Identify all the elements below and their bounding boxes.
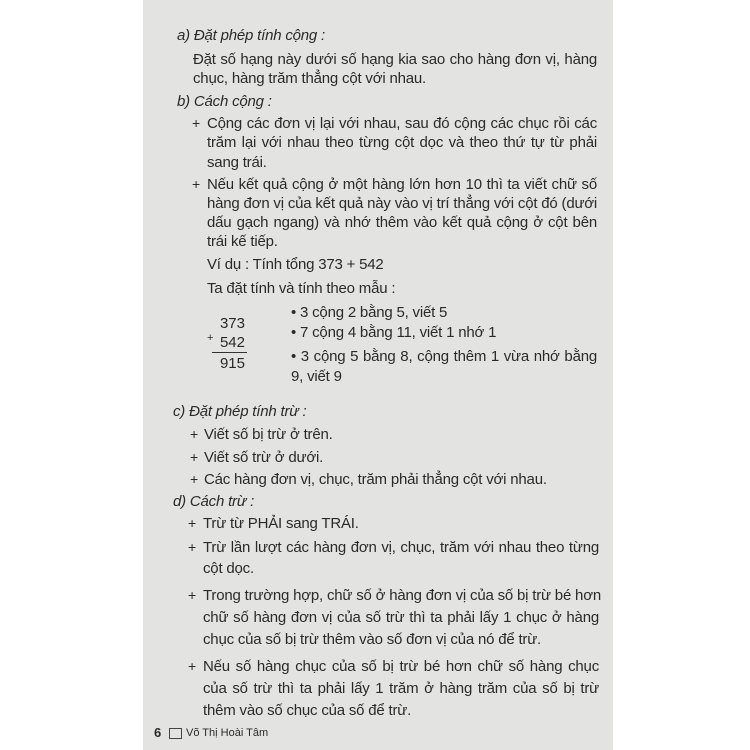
example-text: Ví dụ : Tính tổng 373 + 542 bbox=[207, 256, 384, 273]
text-line: trăm lại với nhau theo từng cột dọc và theo thứ tự từ phải bbox=[207, 134, 597, 151]
text-line: chục, hàng trăm thẳng cột với nhau. bbox=[193, 70, 426, 87]
plus-bullet: + bbox=[190, 449, 199, 465]
plus-sign: + bbox=[207, 332, 214, 344]
plus-bullet: + bbox=[190, 471, 199, 487]
text-line: chữ số hàng đơn vị của số trừ thì ta phải lấy 1 chục ở hàng bbox=[203, 609, 599, 626]
heading-c: c) Đặt phép tính trừ : bbox=[173, 403, 307, 420]
heading-a: a) Đặt phép tính cộng : bbox=[177, 27, 326, 44]
plus-bullet: + bbox=[188, 658, 197, 674]
text-line: Trừ lần lượt các hàng đơn vị, chục, trăm với nhau theo từng bbox=[203, 539, 599, 556]
plus-bullet: + bbox=[188, 587, 197, 603]
text-line: của số trừ thì ta phải lấy 1 trăm ở hàng trăm của số bị trừ bbox=[203, 680, 599, 697]
text-line: chục của số bị trừ thêm vào số đơn vị của nó để trừ. bbox=[203, 631, 542, 648]
step-line: • 7 cộng 4 bằng 11, viết 1 nhớ 1 bbox=[291, 324, 497, 341]
page-number: 6 bbox=[154, 725, 162, 740]
book-icon bbox=[169, 728, 182, 739]
plus-bullet: + bbox=[192, 176, 201, 192]
text-line: Viết số trừ ở dưới. bbox=[204, 449, 324, 466]
step-line: • 3 cộng 2 bằng 5, viết 5 bbox=[291, 304, 448, 321]
step-line: 9, viết 9 bbox=[291, 368, 342, 385]
plus-bullet: + bbox=[188, 539, 197, 555]
heading-d: d) Cách trừ : bbox=[173, 493, 255, 510]
plus-bullet: + bbox=[190, 426, 199, 442]
plus-bullet: + bbox=[192, 115, 201, 131]
sum-result: 915 bbox=[219, 355, 245, 372]
text-line: thêm vào số chục của số để trừ. bbox=[203, 702, 412, 719]
instruction-text: Ta đặt tính và tính theo mẫu : bbox=[207, 280, 396, 297]
text-line: dấu gạch ngang) và nhớ thêm vào kết quả cộng ở cột bên bbox=[207, 214, 597, 231]
text-line: Trong trường hợp, chữ số ở hàng đơn vị của số bị trừ bé hơn bbox=[203, 587, 601, 604]
text-line: Trừ từ PHẢI sang TRÁI. bbox=[203, 515, 359, 532]
addend-1: 373 bbox=[219, 315, 245, 332]
plus-bullet: + bbox=[188, 515, 197, 531]
step-line: • 3 cộng 5 bằng 8, cộng thêm 1 vừa nhớ bằng bbox=[291, 348, 597, 365]
text-line: Viết số bị trừ ở trên. bbox=[204, 426, 333, 443]
text-line: Cộng các đơn vị lại với nhau, sau đó cộng các chục rồi các bbox=[207, 115, 597, 132]
text-line: Đặt số hạng này dưới số hạng kia sao cho hàng đơn vị, hàng bbox=[193, 51, 597, 68]
text-line: Nếu số hàng chục của số bị trừ bé hơn chữ số hàng chục bbox=[203, 658, 599, 675]
text-line: hàng đơn vị của kết quả này vào vị trí thẳng với cột đó (dưới bbox=[207, 195, 598, 212]
text-line: trái kế tiếp. bbox=[207, 233, 278, 250]
text-line: cột dọc. bbox=[203, 560, 254, 577]
text-line: sang trái. bbox=[207, 154, 267, 171]
heading-b: b) Cách cộng : bbox=[177, 93, 272, 110]
text-line: Các hàng đơn vị, chục, trăm phải thẳng cột với nhau. bbox=[204, 471, 547, 488]
footer-author: Võ Thị Hoài Tâm bbox=[186, 727, 269, 739]
text-line: Nếu kết quả cộng ở một hàng lớn hơn 10 thì ta viết chữ số bbox=[207, 176, 597, 193]
sum-line bbox=[212, 352, 247, 353]
addend-2: 542 bbox=[219, 334, 245, 351]
